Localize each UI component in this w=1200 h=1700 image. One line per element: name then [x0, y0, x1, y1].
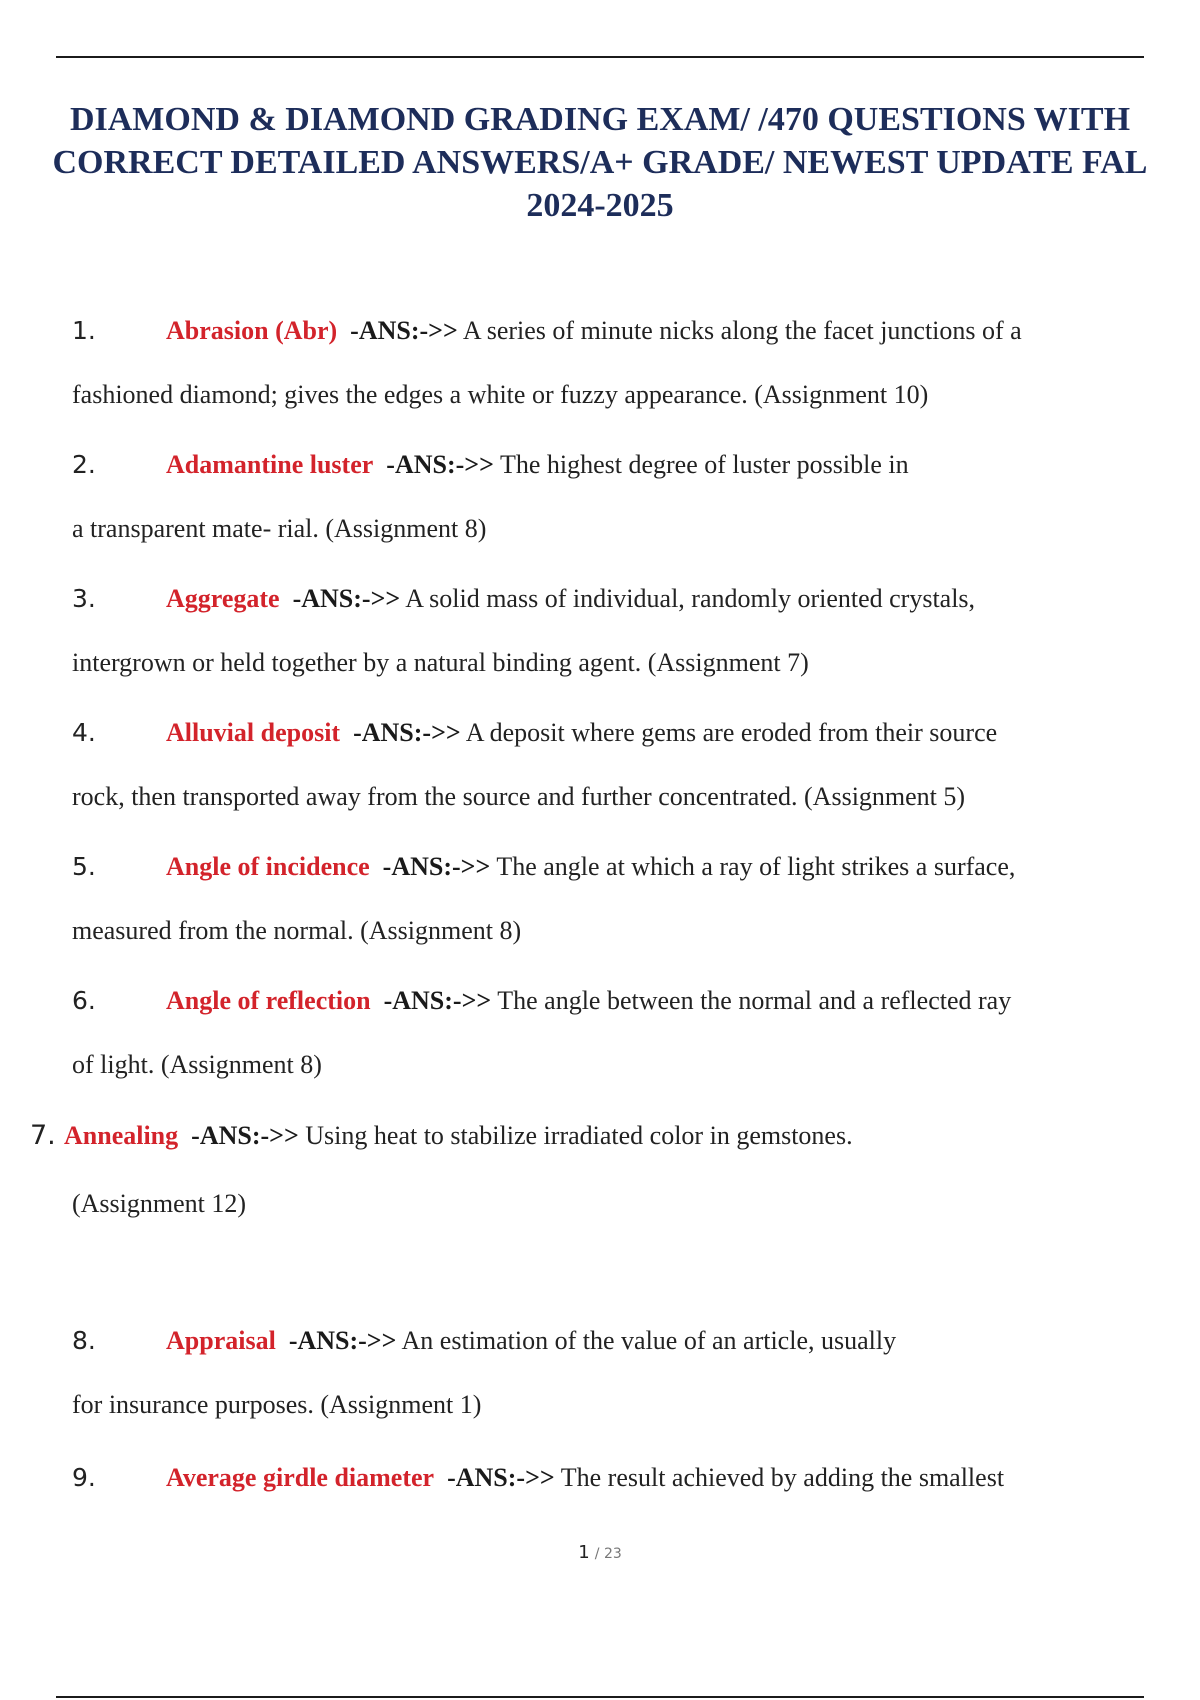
answer-continuation: fashioned diamond; gives the edges a white or fuzzy appearance. (Assignment 10) [72, 380, 929, 409]
question-item [72, 1458, 1172, 1498]
answer-marker: -ANS:->> [383, 986, 492, 1015]
question-term: Abrasion (Abr) [166, 316, 338, 345]
answer-marker: -ANS:->> [353, 718, 461, 747]
answer-marker: -ANS:->> [447, 1463, 555, 1492]
answer-continuation: intergrown or held together by a natural binding agent. (Assignment 7) [72, 648, 809, 677]
answer-marker: -ANS:->> [350, 316, 458, 345]
page-current: 1 [578, 1542, 590, 1563]
question-number: 4. [72, 718, 96, 747]
question-number: 2. [72, 450, 96, 479]
title-line-1: DIAMOND & DIAMOND GRADING EXAM/ /470 QUESTIONS WITH [69, 101, 1131, 138]
answer-continuation: a transparent mate- rial. (Assignment 8) [72, 514, 487, 543]
answer-text: The result achieved by adding the smallest [560, 1463, 1005, 1492]
answer-continuation: measured from the normal. (Assignment 8) [72, 916, 522, 945]
question-item [72, 579, 1172, 683]
answer-text: An estimation of the value of an article, usually [401, 1326, 897, 1355]
question-term: Adamantine luster [166, 450, 374, 479]
answer-continuation: of light. (Assignment 8) [72, 1050, 322, 1079]
answer-marker: -ANS:->> [382, 852, 491, 881]
question-number: 3. [72, 584, 96, 613]
answer-continuation: for insurance purposes. (Assignment 1) [72, 1390, 482, 1419]
answer-text: Using heat to stabilize irradiated color in gemstones. [305, 1121, 853, 1150]
answer-continuation: rock, then transported away from the source and further concentrated. (Assignment 5) [72, 782, 966, 811]
answer-marker: -ANS:->> [292, 584, 401, 613]
title-line-3: 2024-2025 [526, 187, 674, 224]
question-item [72, 713, 1172, 817]
page-total: / 23 [594, 1546, 622, 1562]
document-title [0, 98, 1200, 227]
question-number: 8. [72, 1326, 96, 1355]
page-indicator [0, 1542, 1200, 1563]
question-term: Alluvial deposit [166, 718, 341, 747]
question-number: 1. [72, 316, 96, 345]
answer-text: A series of minute nicks along the facet junctions of a [462, 316, 1022, 345]
bottom-rule [56, 1696, 1144, 1698]
question-term: Appraisal [166, 1326, 276, 1355]
answer-marker: -ANS:->> [386, 450, 494, 479]
question-item [72, 311, 1172, 415]
answer-marker: -ANS:->> [288, 1326, 397, 1355]
title-line-2: CORRECT DETAILED ANSWERS/A+ GRADE/ NEWEST UPDATE FAL [52, 144, 1148, 181]
question-item [72, 981, 1172, 1085]
question-term: Angle of reflection [166, 986, 371, 1015]
answer-text: The angle between the normal and a reflected ray [497, 986, 1012, 1015]
answer-continuation: (Assignment 12) [72, 1189, 247, 1218]
answer-text: The angle at which a ray of light strikes a surface, [496, 852, 1016, 881]
question-number: 5. [72, 852, 96, 881]
question-term: Annealing [64, 1121, 179, 1150]
question-number: 9. [72, 1463, 96, 1492]
top-rule [56, 56, 1144, 58]
question-item [72, 847, 1172, 951]
answer-text: A deposit where gems are eroded from their source [465, 718, 998, 747]
question-term: Aggregate [166, 584, 280, 613]
answer-text: A solid mass of individual, randomly oriented crystals, [405, 584, 976, 613]
question-term: Average girdle diameter [166, 1463, 435, 1492]
answer-marker: -ANS:->> [191, 1121, 299, 1150]
question-item [72, 1321, 1172, 1425]
question-item [72, 445, 1172, 549]
question-number: 6. [72, 986, 96, 1015]
question-term: Angle of incidence [166, 852, 370, 881]
question-item [30, 1116, 1130, 1224]
question-number: 7. [30, 1120, 56, 1151]
answer-text: The highest degree of luster possible in [499, 450, 909, 479]
